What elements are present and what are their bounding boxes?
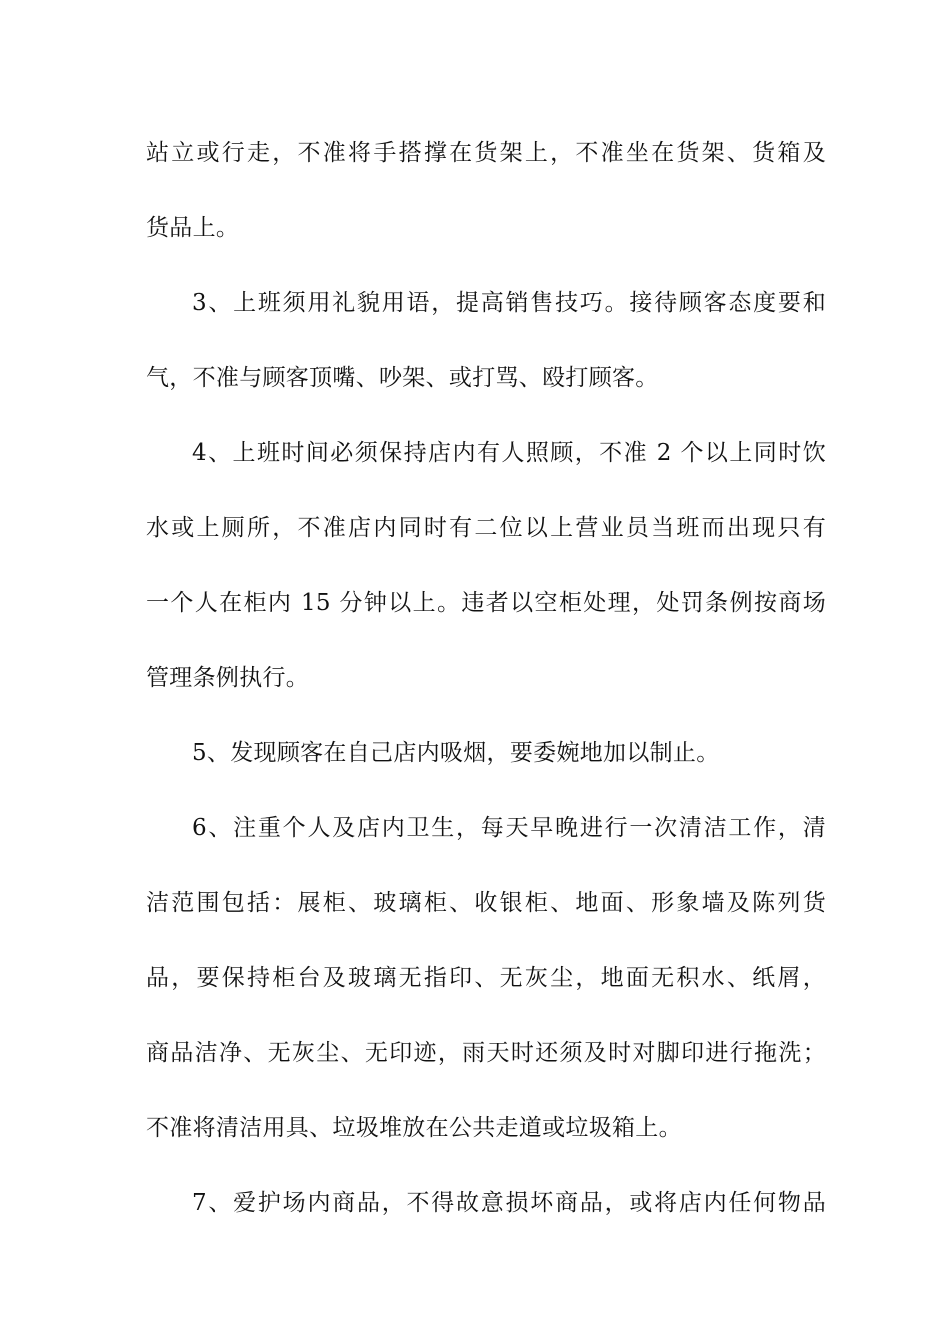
paragraph-start-line: 5、发现顾客在自己店内吸烟，要委婉地加以制止。 [192,740,720,766]
paragraph-start-line: 4、上班时间必须保持店内有人照顾，不准 2 个以上同时饮 [192,440,826,466]
text-line: 气，不准与顾客顶嘴、吵架、或打骂、殴打顾客。 [146,365,659,391]
text-line: 管理条例执行。 [146,665,310,691]
text-line: 洁范围包括：展柜、玻璃柜、收银柜、地面、形象墙及陈列货 [146,890,826,916]
text-line: 站立或行走，不准将手搭撑在货架上，不准坐在货架、货箱及 [146,140,826,166]
text-line: 水或上厕所，不准店内同时有二位以上营业员当班而出现只有 [146,515,826,541]
text-line: 货品上。 [146,215,240,241]
text-line: 一个人在柜内 15 分钟以上。违者以空柜处理，处罚条例按商场 [146,590,826,616]
text-line: 商品洁净、无灰尘、无印迹，雨天时还须及时对脚印进行拖洗； [146,1040,826,1066]
paragraph-start-line: 3、上班须用礼貌用语，提高销售技巧。接待顾客态度要和 [192,290,826,316]
paragraph-start-line: 7、爱护场内商品，不得故意损坏商品，或将店内任何物品 [192,1190,826,1216]
text-line: 品，要保持柜台及玻璃无指印、无灰尘，地面无积水、纸屑， [146,965,826,991]
text-line: 不准将清洁用具、垃圾堆放在公共走道或垃圾箱上。 [146,1115,682,1141]
paragraph-start-line: 6、注重个人及店内卫生，每天早晚进行一次清洁工作，清 [192,815,826,841]
